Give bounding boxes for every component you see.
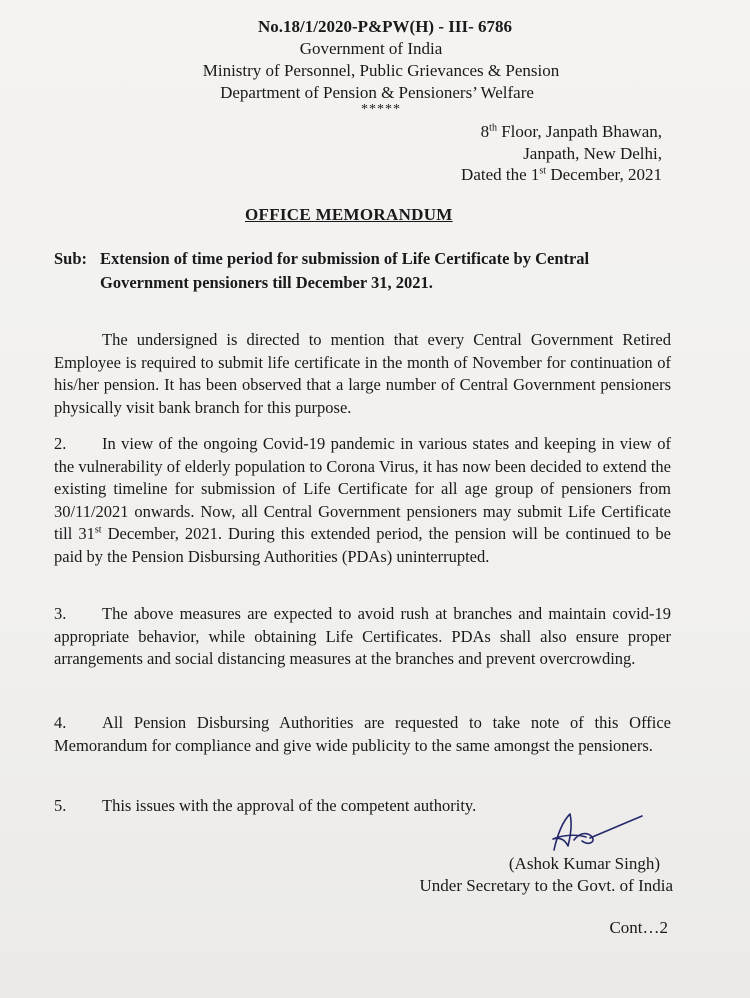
paragraph-4: 4. All Pension Disbursing Authorities are requested to take note of this Office Memorandum for compliance and give wide publicity to the same amongst the pensioners. <box>54 713 671 755</box>
department-line: Department of Pension & Pensioners’ Welfare <box>220 83 534 102</box>
paragraph-number: 4. <box>54 713 67 732</box>
paragraph-number: 2. <box>54 434 67 453</box>
document-title: OFFICE MEMORANDUM <box>245 205 453 224</box>
address-floor: 8th Floor, Janpath Bhawan, <box>480 122 662 141</box>
paragraph-5: 5. This issues with the approval of the competent authority. <box>54 795 671 818</box>
paragraph-number: 3. <box>54 604 67 623</box>
subject-label: Sub: <box>54 249 88 268</box>
subject-line-2: Government pensioners till December 31, 2021. <box>100 273 433 292</box>
ministry-line: Ministry of Personnel, Public Grievances & Pension <box>202 61 560 80</box>
subject-line-1: Extension of time period for submission of Life Certificate by Central <box>100 249 590 268</box>
signatory-name: (Ashok Kumar Singh) <box>508 854 660 873</box>
government-line: Government of India <box>299 39 443 58</box>
date-line: Dated the 1st December, 2021 <box>461 165 662 184</box>
signatory-designation: Under Secretary to the Govt. of India <box>419 876 673 895</box>
subject-block <box>54 247 669 295</box>
handwritten-signature <box>538 810 648 860</box>
file-number: No.18/1/2020-P&PW(H) - III- 6786 <box>257 17 513 36</box>
paragraph-3: 3. The above measures are expected to avoid rush at branches and maintain covid-19 appropriate behavior, while obtaining Life Certificates. PDAs shall also ensure proper arrangements and social distancing measures at the branches and prevent overcrowding. <box>54 604 671 668</box>
paragraph-number: 5. <box>54 796 67 815</box>
continuation-note: Cont…2 <box>609 918 668 937</box>
paragraph-2: 2. In view of the ongoing Covid-19 pandemic in various states and keeping in view of the vulnerability of elderly population to Corona Virus, it has now been decided to extend the existing timeline for submission of Life Certificate for all age group of pensioners from 30/11/2021 onwards. Now, all Central Government pensioners may submit Life Certificate till 31st December, 2021. During this extended period, the pension will be continued to be paid by the Pension Disbursing Authorities (PDAs) uninterrupted. <box>54 434 671 566</box>
address-city: Janpath, New Delhi, <box>523 144 662 163</box>
separator-stars: ***** <box>361 102 401 117</box>
paragraph-1: The undersigned is directed to mention that every Central Government Retired Employee is required to submit life certificate in the month of November for continuation of his/her pension. It has been observed that a large number of Central Government pensioners physically visit bank branch for this purpose. <box>54 330 671 417</box>
